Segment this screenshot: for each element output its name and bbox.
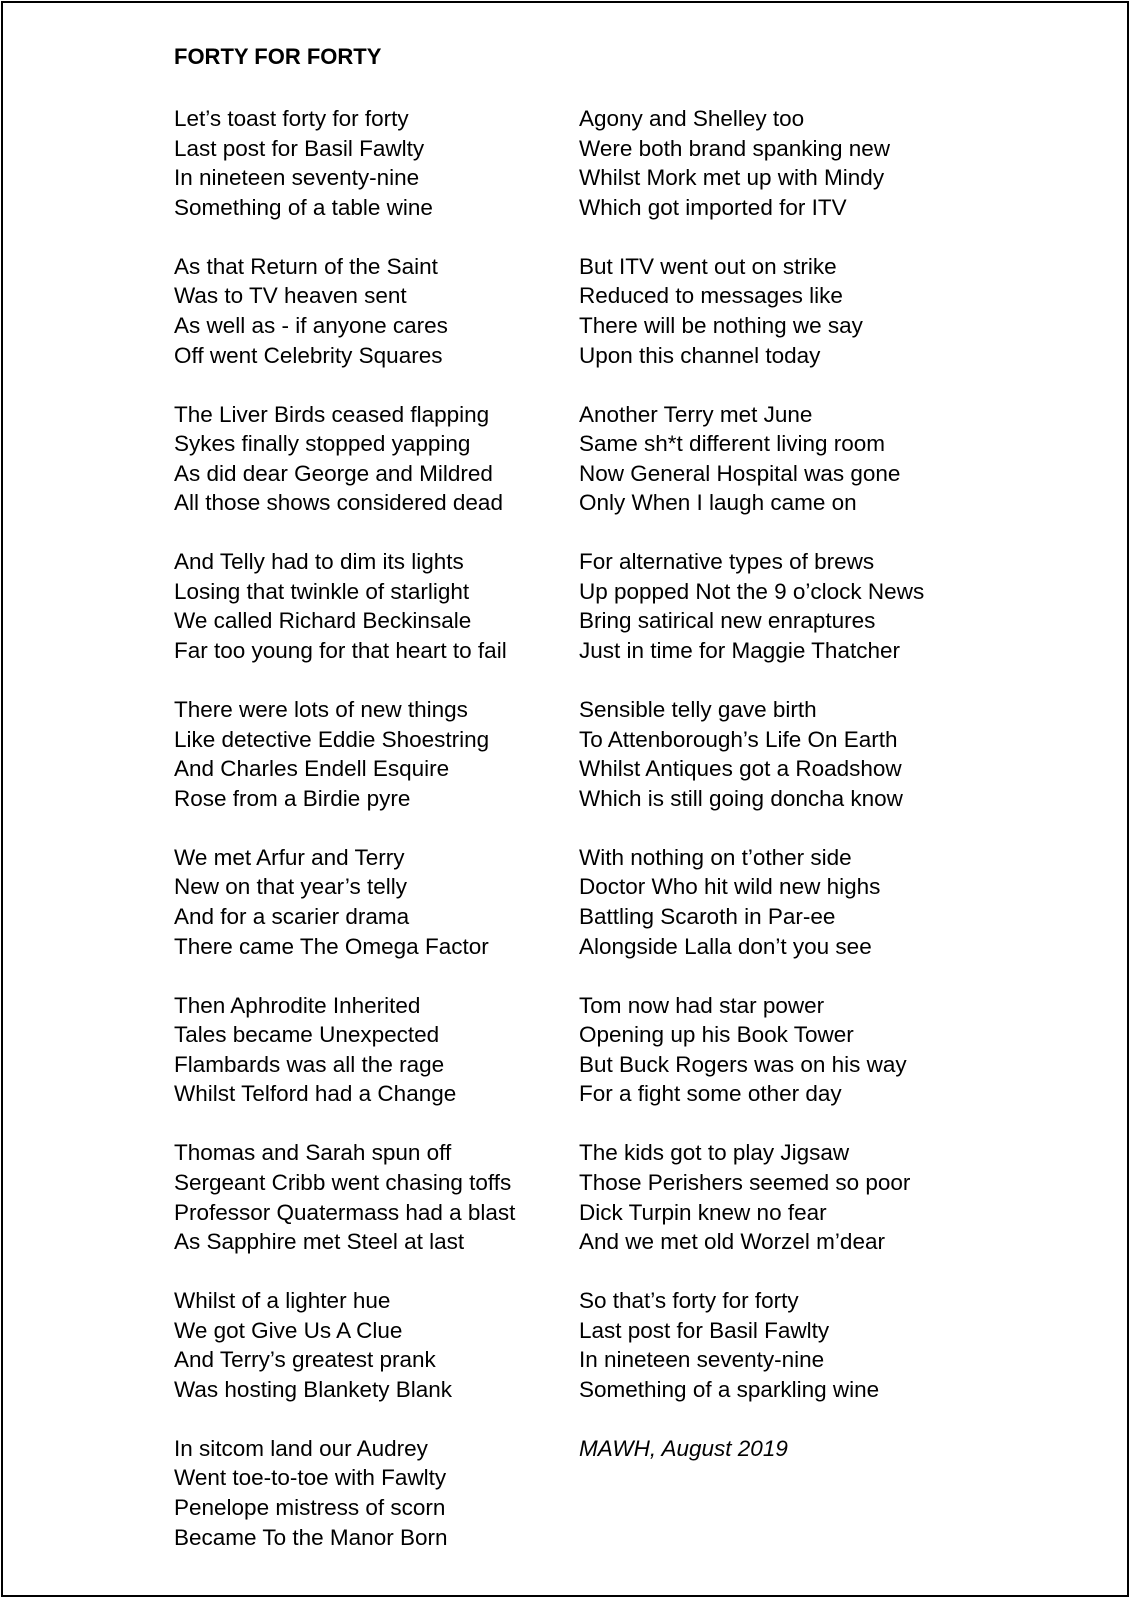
poem-line: There came The Omega Factor <box>174 933 489 959</box>
poem-line: All those shows considered dead <box>174 490 503 516</box>
poem-line: Alongside Lalla don’t you see <box>579 933 872 959</box>
right-stanza <box>579 252 924 370</box>
poem-line: Which got imported for ITV <box>579 194 847 220</box>
poem-line: Those Perishers seemed so poor <box>579 1169 911 1195</box>
poem-line: Sergeant Cribb went chasing toffs <box>174 1169 512 1195</box>
poem-line: As did dear George and Mildred <box>174 460 493 486</box>
left-stanza <box>174 400 515 518</box>
poem-line: Thomas and Sarah spun off <box>174 1140 452 1166</box>
poem-line: We called Richard Beckinsale <box>174 608 472 634</box>
left-stanza <box>174 104 515 222</box>
poem-line: Opening up his Book Tower <box>579 1022 854 1048</box>
poem-line: Went toe-to-toe with Fawlty <box>174 1465 447 1491</box>
right-stanza <box>579 400 924 518</box>
poem-line: Were both brand spanking new <box>579 135 891 161</box>
poem-line: And we met old Worzel m’dear <box>579 1229 885 1255</box>
poem-line: Whilst Antiques got a Roadshow <box>579 756 902 782</box>
poem-line: Rose from a Birdie pyre <box>174 785 411 811</box>
poem-line: Bring satirical new enraptures <box>579 608 876 634</box>
right-stanza <box>579 991 924 1109</box>
poem-line: As that Return of the Saint <box>174 253 438 279</box>
right-stanza <box>579 1138 924 1256</box>
author-signature: MAWH, August 2019 <box>579 1435 788 1461</box>
poem-line: With nothing on t’other side <box>579 844 852 870</box>
poem-line: Then Aphrodite Inherited <box>174 992 421 1018</box>
poem-line: Another Terry met June <box>579 401 813 427</box>
poem-line: For a fight some other day <box>579 1081 842 1107</box>
poem-line: And Terry’s greatest prank <box>174 1347 436 1373</box>
poem-line: We met Arfur and Terry <box>174 844 405 870</box>
poem-line: The Liver Birds ceased flapping <box>174 401 490 427</box>
right-stanza <box>579 843 924 961</box>
poem-line: There will be nothing we say <box>579 312 863 338</box>
poem-line: Battling Scaroth in Par-ee <box>579 904 836 930</box>
poem-line: Was hosting Blankety Blank <box>174 1376 453 1402</box>
left-stanza <box>174 547 515 665</box>
left-stanza <box>174 1434 515 1552</box>
poem-line: Professor Quatermass had a blast <box>174 1199 516 1225</box>
poem-line: To Attenborough’s Life On Earth <box>579 726 898 752</box>
poem-line: Like detective Eddie Shoestring <box>174 726 490 752</box>
poem-title: FORTY FOR FORTY <box>174 44 382 69</box>
poem-line: Was to TV heaven sent <box>174 283 407 309</box>
right-stanza <box>579 104 924 222</box>
poem-line: Losing that twinkle of starlight <box>174 578 470 604</box>
left-stanza <box>174 1138 515 1256</box>
poem-line: Let’s toast forty for forty <box>174 106 409 131</box>
left-stanza <box>174 252 515 370</box>
poem-line: Far too young for that heart to fail <box>174 638 507 664</box>
poem-line: The kids got to play Jigsaw <box>579 1140 850 1166</box>
poem-line: As well as - if anyone cares <box>174 312 448 338</box>
right-stanza <box>579 1286 924 1404</box>
poem-line: But Buck Rogers was on his way <box>579 1051 907 1077</box>
poem-line: New on that year’s telly <box>174 874 408 900</box>
poem-line: Sensible telly gave birth <box>579 697 817 723</box>
poem-line: Upon this channel today <box>579 342 821 368</box>
poem-line: In sitcom land our Audrey <box>174 1435 428 1461</box>
poem-line: Penelope mistress of scorn <box>174 1495 446 1521</box>
poem-line: So that’s forty for forty <box>579 1288 799 1314</box>
right-stanza <box>579 695 924 813</box>
poem-line: And Telly had to dim its lights <box>174 549 464 575</box>
poem-line: There were lots of new things <box>174 697 468 723</box>
poem-line: And for a scarier drama <box>174 904 410 930</box>
left-stanza <box>174 1286 515 1404</box>
poem-line: Which is still going doncha know <box>579 785 903 811</box>
poem-line: For alternative types of brews <box>579 549 875 575</box>
poem-line: In nineteen seventy-nine <box>174 165 420 191</box>
poem-line: Whilst of a lighter hue <box>174 1288 391 1314</box>
poem-line: And Charles Endell Esquire <box>174 756 450 782</box>
poem-line: But ITV went out on strike <box>579 253 837 279</box>
poem-line: Last post for Basil Fawlty <box>174 135 425 161</box>
poem-line: Just in time for Maggie Thatcher <box>579 638 900 664</box>
poem-line: Whilst Telford had a Change <box>174 1081 457 1107</box>
poem-line: Up popped Not the 9 o’clock News <box>579 578 925 604</box>
poem-line: Whilst Mork met up with Mindy <box>579 165 885 191</box>
poem-line: As Sapphire met Steel at last <box>174 1229 465 1255</box>
poem-line: Agony and Shelley too <box>579 106 805 131</box>
right-stanza <box>579 547 924 665</box>
poem-line: Became To the Manor Born <box>174 1524 448 1550</box>
poem-line: Last post for Basil Fawlty <box>579 1317 830 1343</box>
left-column <box>174 104 515 1582</box>
poem-line: Off went Celebrity Squares <box>174 342 443 368</box>
poem-line: Something of a sparkling wine <box>579 1376 880 1402</box>
poem-line: Now General Hospital was gone <box>579 460 901 486</box>
right-column <box>579 104 924 1463</box>
poem-line: In nineteen seventy-nine <box>579 1347 825 1373</box>
poem-line: Reduced to messages like <box>579 283 843 309</box>
poem-line: Sykes finally stopped yapping <box>174 431 471 457</box>
poem-line: Doctor Who hit wild new highs <box>579 874 881 900</box>
poem-line: Tales became Unexpected <box>174 1022 440 1048</box>
left-stanza <box>174 695 515 813</box>
poem-line: We got Give Us A Clue <box>174 1317 403 1343</box>
left-stanza <box>174 843 515 961</box>
poem-line: Dick Turpin knew no fear <box>579 1199 827 1225</box>
poem-line: Something of a table wine <box>174 194 433 220</box>
left-stanza <box>174 991 515 1109</box>
poem-line: Same sh*t different living room <box>579 431 885 457</box>
poem-line: Flambards was all the rage <box>174 1051 445 1077</box>
page-border <box>1 1 1129 1597</box>
poem-line: Tom now had star power <box>579 992 825 1018</box>
poem-line: Only When I laugh came on <box>579 490 857 516</box>
